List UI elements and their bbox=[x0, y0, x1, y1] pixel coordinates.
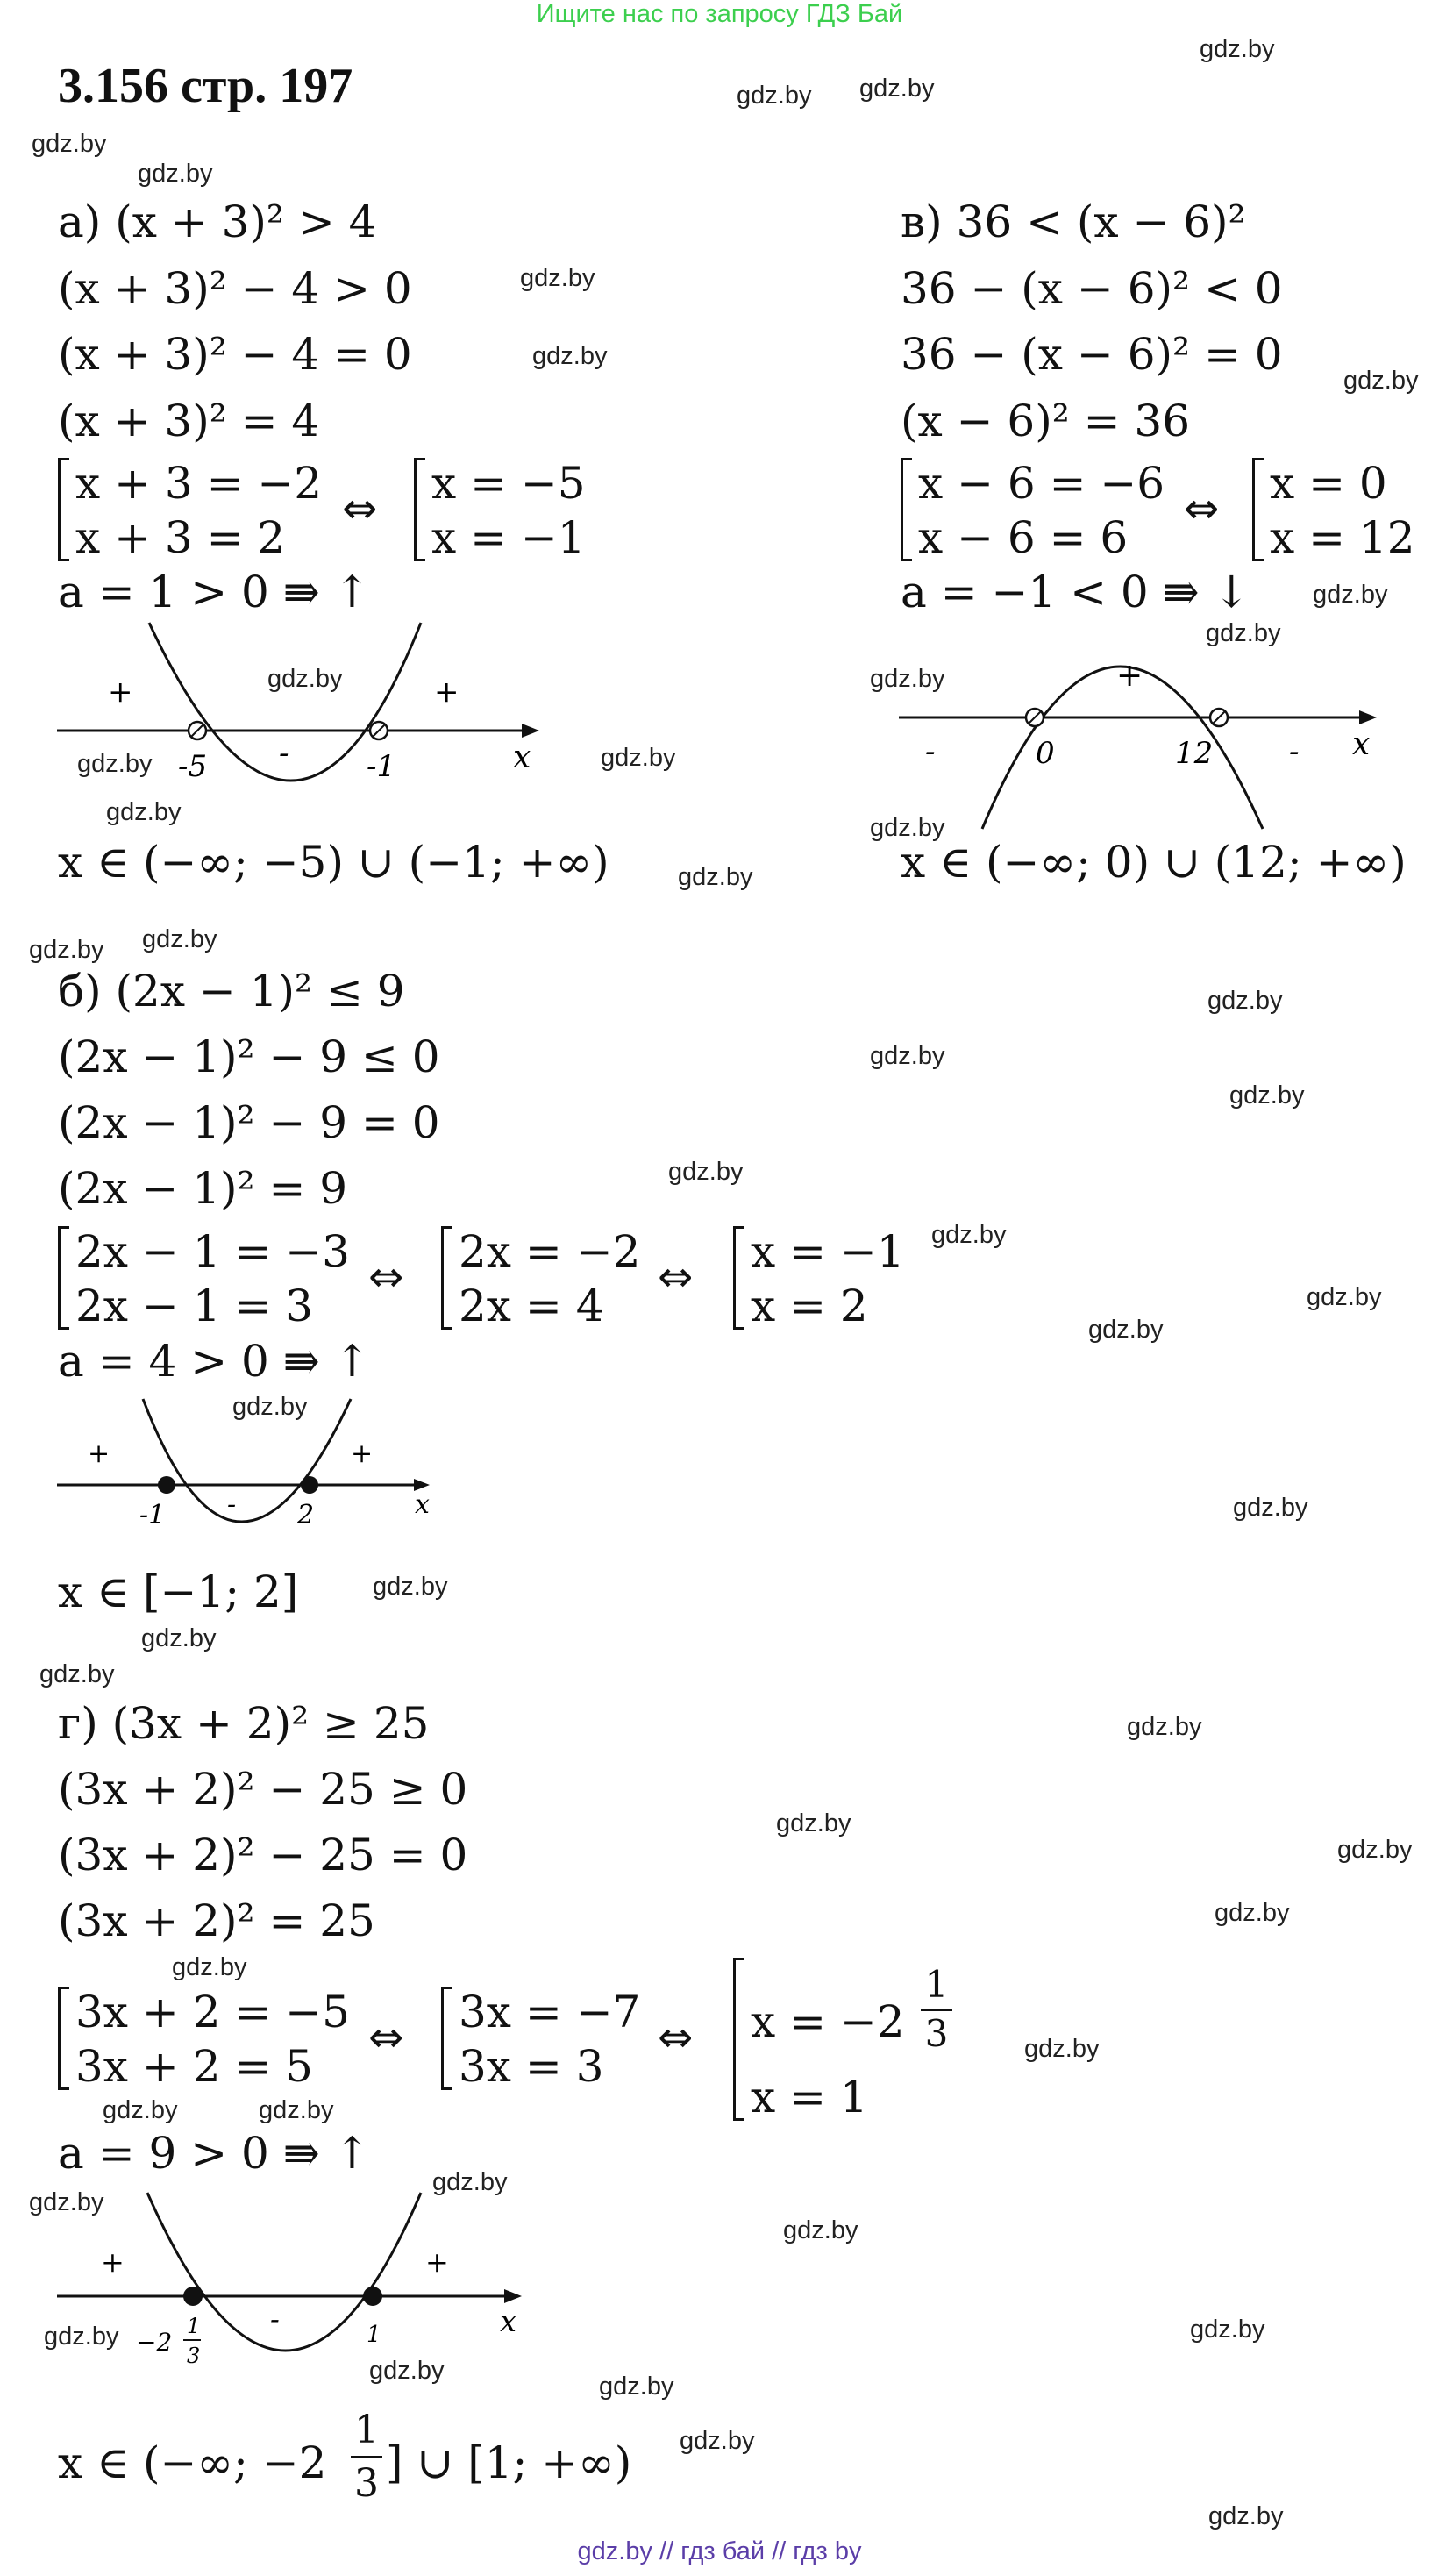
axis-arrow-icon bbox=[1359, 710, 1377, 724]
answer-suffix: ] ∪ [1; +∞) bbox=[386, 2437, 632, 2488]
part-a-sys2-row2: x = −1 bbox=[431, 512, 586, 563]
watermark: gdz.by bbox=[106, 798, 182, 826]
closed-point-left bbox=[183, 2287, 203, 2306]
axis-arrow-icon bbox=[522, 724, 539, 738]
answer-fraction-denominator: 3 bbox=[354, 2461, 379, 2506]
sign-plus-right: + bbox=[425, 2245, 449, 2279]
axis-arrow-icon bbox=[504, 2289, 522, 2303]
watermark: gdz.by bbox=[232, 1393, 308, 1421]
part-g-line-3: (3x + 2)² − 25 = 0 bbox=[58, 1830, 468, 1880]
watermark: gdz.by bbox=[1208, 2502, 1284, 2530]
sign-plus: + bbox=[1116, 658, 1143, 694]
part-b-answer: x ∈ [−1; 2] bbox=[58, 1566, 299, 1617]
part-g-sys2-row1: 3x = −7 bbox=[459, 1987, 641, 2037]
sign-minus: - bbox=[227, 1489, 237, 1520]
watermark: gdz.by bbox=[267, 665, 343, 693]
equivalence-icon: ⇔ bbox=[368, 1252, 404, 1302]
watermark: gdz.by bbox=[1207, 987, 1283, 1015]
part-a-sys1-row2: x + 3 = 2 bbox=[75, 512, 286, 563]
part-b-line-1: б) (2x − 1)² ≤ 9 bbox=[58, 966, 405, 1017]
part-b-line-4: (2x − 1)² = 9 bbox=[58, 1163, 348, 1214]
part-v-system-2 bbox=[1252, 458, 1428, 563]
part-v-line-4: (x − 6)² = 36 bbox=[901, 396, 1191, 446]
part-g-answer-start bbox=[58, 2437, 327, 2488]
part-a-line-1: а) (x + 3)² > 4 bbox=[58, 196, 377, 247]
watermark: gdz.by bbox=[77, 750, 153, 778]
part-g-sys3-row2: x = 1 bbox=[751, 2072, 868, 2123]
fraction-denominator: 3 bbox=[924, 2012, 949, 2055]
part-b-line-3: (2x − 1)² − 9 = 0 bbox=[58, 1097, 440, 1148]
root-label-right: 2 bbox=[297, 1500, 315, 1531]
part-b-graph bbox=[48, 1390, 452, 1548]
equivalence-icon: ⇔ bbox=[658, 1252, 694, 1302]
part-v-sys1-row1: x − 6 = −6 bbox=[918, 458, 1165, 509]
watermark: gdz.by bbox=[532, 342, 608, 370]
part-g-graph bbox=[48, 2184, 539, 2403]
watermark: gdz.by bbox=[668, 1158, 744, 1186]
watermark: gdz.by bbox=[259, 2096, 334, 2124]
watermark: gdz.by bbox=[870, 814, 945, 842]
part-v-line-3: 36 − (x − 6)² = 0 bbox=[901, 329, 1283, 380]
root-label-left: 0 bbox=[1036, 736, 1055, 771]
part-g-sys1-row1: 3x + 2 = −5 bbox=[75, 1987, 350, 2037]
closed-point-left bbox=[158, 1476, 175, 1494]
part-b-system-3 bbox=[733, 1226, 926, 1331]
part-a-graph bbox=[48, 614, 557, 816]
watermark: gdz.by bbox=[373, 1573, 448, 1601]
search-banner[interactable]: Ищите нас по запросу ГДЗ Бай bbox=[536, 0, 903, 28]
part-a-line-4: (x + 3)² = 4 bbox=[58, 396, 320, 446]
watermark: gdz.by bbox=[599, 2373, 674, 2401]
part-g-sys1-row2: 3x + 2 = 5 bbox=[75, 2041, 313, 2092]
watermark: gdz.by bbox=[44, 2323, 119, 2351]
part-a-system-1 bbox=[58, 458, 338, 563]
root-label-right: -1 bbox=[367, 749, 396, 784]
root-label-left-num: 1 bbox=[187, 2314, 201, 2338]
watermark: gdz.by bbox=[1024, 2035, 1100, 2063]
part-v-sys1-row2: x − 6 = 6 bbox=[918, 512, 1129, 563]
part-a-answer: x ∈ (−∞; −5) ∪ (−1; +∞) bbox=[58, 837, 609, 888]
watermark: gdz.by bbox=[1088, 1316, 1164, 1344]
closed-point-right bbox=[301, 1476, 318, 1494]
watermark: gdz.by bbox=[601, 744, 676, 772]
watermark: gdz.by bbox=[1343, 367, 1419, 395]
part-b-sys3-row2: x = 2 bbox=[751, 1281, 868, 1331]
watermark: gdz.by bbox=[141, 1624, 217, 1652]
watermark: gdz.by bbox=[432, 2168, 508, 2196]
part-a-line-3: (x + 3)² − 4 = 0 bbox=[58, 329, 412, 380]
watermark: gdz.by bbox=[737, 82, 812, 110]
sign-minus: - bbox=[270, 2302, 280, 2336]
watermark: gdz.by bbox=[103, 2096, 178, 2124]
root-label-left: -5 bbox=[178, 749, 208, 784]
root-label-left-main: −2 bbox=[136, 2328, 173, 2357]
watermark: gdz.by bbox=[39, 1660, 115, 1688]
fraction-numerator: 1 bbox=[924, 1963, 949, 2006]
sign-plus-right: + bbox=[351, 1438, 374, 1469]
watermark: gdz.by bbox=[29, 936, 104, 964]
fraction-bar bbox=[921, 2009, 952, 2011]
watermark: gdz.by bbox=[783, 2216, 858, 2244]
part-v-system-1 bbox=[901, 458, 1181, 563]
equivalence-icon: ⇔ bbox=[1184, 484, 1220, 533]
axis-label: x bbox=[1352, 726, 1371, 762]
sign-plus-left: + bbox=[108, 674, 133, 710]
watermark: gdz.by bbox=[142, 925, 217, 953]
part-v-line-1: в) 36 < (x − 6)² bbox=[901, 196, 1246, 247]
watermark: gdz.by bbox=[32, 130, 107, 158]
parabola-curve bbox=[143, 1399, 351, 1522]
page-title: 3.156 стр. 197 bbox=[58, 59, 353, 113]
part-g-sys3-row1-main: x = −2 bbox=[751, 1996, 905, 2047]
part-a-sys1-row1: x + 3 = −2 bbox=[75, 458, 323, 509]
part-a-sys2-row1: x = −5 bbox=[431, 458, 586, 509]
watermark: gdz.by bbox=[1307, 1283, 1382, 1311]
part-g-line-1: г) (3x + 2)² ≥ 25 bbox=[58, 1698, 430, 1749]
closed-point-right bbox=[363, 2287, 382, 2306]
part-v-sys2-row2: x = 12 bbox=[1270, 512, 1415, 563]
watermark: gdz.by bbox=[1229, 1081, 1305, 1110]
watermark: gdz.by bbox=[1127, 1713, 1202, 1741]
watermark: gdz.by bbox=[138, 160, 213, 188]
root-label-left: -1 bbox=[139, 1500, 166, 1531]
root-label-left-den: 3 bbox=[187, 2344, 201, 2368]
watermark: gdz.by bbox=[369, 2357, 445, 2385]
part-a-coefficient: a = 1 > 0 ⇛ ↑ bbox=[58, 567, 371, 617]
watermark: gdz.by bbox=[172, 1953, 247, 1981]
watermark: gdz.by bbox=[1313, 581, 1388, 609]
part-b-system-2 bbox=[441, 1226, 652, 1331]
part-g-line-4: (3x + 2)² = 25 bbox=[58, 1895, 375, 1946]
equivalence-icon: ⇔ bbox=[368, 2013, 404, 2062]
part-b-sys2-row1: 2x = −2 bbox=[459, 1226, 641, 1277]
watermark: gdz.by bbox=[931, 1221, 1007, 1249]
part-b-line-2: (2x − 1)² − 9 ≤ 0 bbox=[58, 1031, 440, 1082]
part-v-sys2-row1: x = 0 bbox=[1270, 458, 1387, 509]
footer-links[interactable]: gdz.by // гдз бай // гдз by bbox=[577, 2537, 862, 2565]
part-a-system-2 bbox=[414, 458, 633, 563]
part-b-sys1-row2: 2x − 1 = 3 bbox=[75, 1281, 313, 1331]
part-b-sys1-row1: 2x − 1 = −3 bbox=[75, 1226, 350, 1277]
sign-minus-right: - bbox=[1289, 734, 1300, 769]
part-v-graph bbox=[890, 614, 1416, 833]
watermark: gdz.by bbox=[1190, 2316, 1265, 2344]
part-a-line-2: (x + 3)² − 4 > 0 bbox=[58, 263, 412, 314]
equivalence-icon: ⇔ bbox=[658, 2013, 694, 2062]
watermark: gdz.by bbox=[678, 863, 753, 891]
part-g-line-2: (3x + 2)² − 25 ≥ 0 bbox=[58, 1764, 468, 1815]
part-g-coefficient: a = 9 > 0 ⇛ ↑ bbox=[58, 2128, 371, 2179]
answer-fraction-numerator: 1 bbox=[354, 2408, 379, 2452]
sign-plus-right: + bbox=[434, 674, 459, 710]
sign-plus-left: + bbox=[88, 1438, 110, 1469]
watermark: gdz.by bbox=[1206, 619, 1281, 647]
watermark: gdz.by bbox=[776, 1809, 851, 1837]
sign-plus-left: + bbox=[101, 2245, 125, 2279]
axis-label: x bbox=[415, 1489, 430, 1520]
answer-prefix: x ∈ (−∞; −2 bbox=[58, 2437, 327, 2488]
sign-minus-left: - bbox=[925, 734, 936, 769]
axis-label: x bbox=[500, 2304, 517, 2339]
part-g-sys2-row2: 3x = 3 bbox=[459, 2041, 604, 2092]
part-g-system-3 bbox=[733, 1958, 961, 2123]
root-label-right: 12 bbox=[1175, 736, 1214, 771]
part-b-system-1 bbox=[58, 1226, 374, 1331]
equivalence-icon: ⇔ bbox=[342, 484, 378, 533]
watermark: gdz.by bbox=[1233, 1494, 1308, 1522]
watermark: gdz.by bbox=[1200, 35, 1275, 63]
watermark: gdz.by bbox=[870, 665, 945, 693]
watermark: gdz.by bbox=[870, 1042, 945, 1070]
part-b-coefficient: a = 4 > 0 ⇛ ↑ bbox=[58, 1336, 371, 1387]
watermark: gdz.by bbox=[1337, 1836, 1413, 1864]
part-b-sys2-row2: 2x = 4 bbox=[459, 1281, 604, 1331]
part-g-system-1 bbox=[58, 1987, 374, 2092]
watermark: gdz.by bbox=[1215, 1899, 1290, 1927]
sign-minus: - bbox=[279, 736, 289, 771]
part-v-coefficient: a = −1 < 0 ⇛ ↓ bbox=[901, 567, 1250, 617]
part-v-line-2: 36 − (x − 6)² < 0 bbox=[901, 263, 1283, 314]
part-b-sys3-row1: x = −1 bbox=[751, 1226, 905, 1277]
watermark: gdz.by bbox=[29, 2188, 104, 2216]
watermark: gdz.by bbox=[680, 2427, 755, 2455]
axis-label: x bbox=[513, 739, 531, 775]
watermark: gdz.by bbox=[520, 264, 595, 292]
answer-fraction-bar bbox=[351, 2456, 382, 2458]
root-label-right: 1 bbox=[367, 2322, 381, 2348]
part-g-system-2 bbox=[441, 1987, 652, 2092]
part-v-answer: x ∈ (−∞; 0) ∪ (12; +∞) bbox=[901, 837, 1407, 888]
watermark: gdz.by bbox=[859, 75, 935, 103]
